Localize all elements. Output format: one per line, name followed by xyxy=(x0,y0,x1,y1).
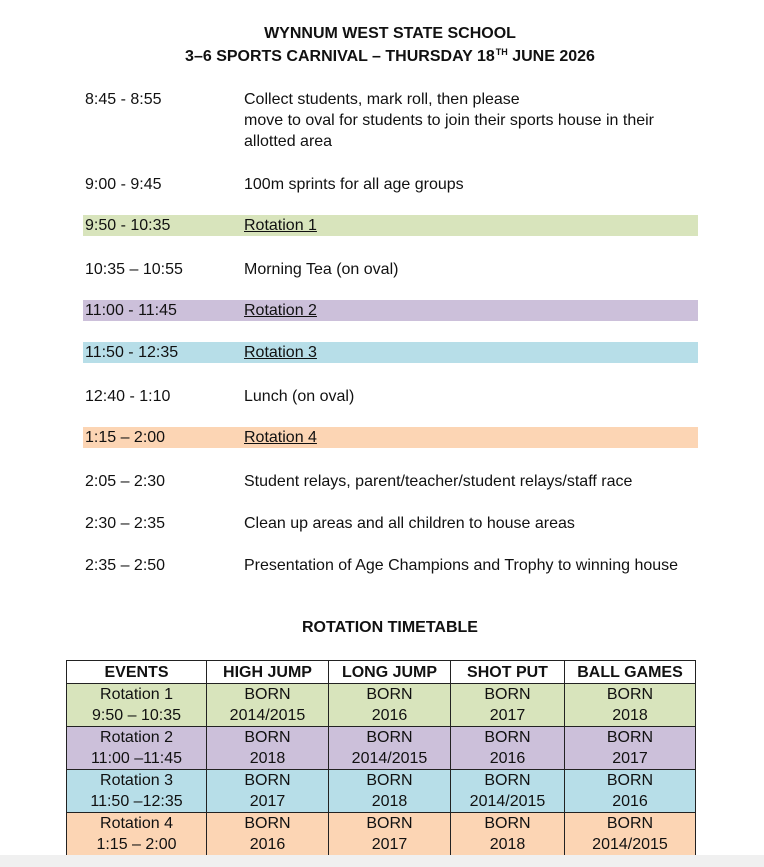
event-title xyxy=(0,47,764,66)
page-bottom-edge xyxy=(0,855,764,867)
rotation-3-link[interactable]: Rotation 3 xyxy=(244,344,317,361)
cell-line: BORN xyxy=(244,772,291,789)
cell-line: 2017 xyxy=(249,793,286,810)
cell-line: 2018 xyxy=(249,750,286,767)
cell-line: 2016 xyxy=(612,793,648,810)
table-header-cell: EVENTS xyxy=(67,661,207,684)
cell-line: 2014/2015 xyxy=(592,836,668,853)
cell-line: BORN xyxy=(244,815,291,832)
table-cell-event xyxy=(67,813,207,856)
cell-line: 2014/2015 xyxy=(469,793,546,810)
cell-line: 1:15 – 2:00 xyxy=(96,836,177,853)
schedule-description-line: Collect students, mark roll, then please xyxy=(244,91,520,108)
cell-line: BORN xyxy=(366,772,413,789)
schedule-row-rotation-3 xyxy=(83,342,698,363)
schedule-time: 12:40 - 1:10 xyxy=(85,388,171,405)
schedule-time: 10:35 – 10:55 xyxy=(85,261,183,278)
table-cell xyxy=(207,727,329,770)
schedule-description-line: move to oval for students to join their sports house in their allotted area xyxy=(244,112,654,150)
table-cell-event xyxy=(67,684,207,727)
cell-line: 2014/2015 xyxy=(229,707,306,724)
table-header-row xyxy=(67,661,696,684)
table-cell xyxy=(207,813,329,856)
rotation-1-link[interactable]: Rotation 1 xyxy=(244,217,317,234)
table-cell xyxy=(207,770,329,813)
table-cell xyxy=(451,684,565,727)
schedule-row-rotation-1 xyxy=(83,215,698,236)
schedule-row-rotation-2 xyxy=(83,300,698,321)
event-title-ordinal: TH xyxy=(495,47,508,57)
rotation-2-link[interactable]: Rotation 2 xyxy=(244,302,317,319)
table-header-cell: SHOT PUT xyxy=(451,661,565,684)
rotation-4-link[interactable]: Rotation 4 xyxy=(244,429,317,446)
table-cell xyxy=(451,770,565,813)
event-title-prefix: 3–6 SPORTS CARNIVAL – THURSDAY 18 xyxy=(185,48,495,65)
cell-line: 11:00 –11:45 xyxy=(90,750,183,767)
schedule-time: 9:50 - 10:35 xyxy=(85,217,171,234)
cell-line: 2017 xyxy=(612,750,648,767)
cell-line: Rotation 4 xyxy=(100,815,173,832)
event-title-suffix: JUNE 2026 xyxy=(507,48,595,65)
table-row xyxy=(67,813,696,856)
cell-line: 2018 xyxy=(371,793,408,810)
table-cell xyxy=(565,770,696,813)
schedule-description: Lunch (on oval) xyxy=(244,388,355,405)
cell-line: BORN xyxy=(606,729,654,746)
schedule-time: 11:50 - 12:35 xyxy=(85,344,179,361)
schedule-time: 11:00 - 11:45 xyxy=(85,302,177,319)
table-cell xyxy=(329,684,451,727)
table-cell xyxy=(329,770,451,813)
cell-line: 11:50 –12:35 xyxy=(90,793,183,810)
cell-line: BORN xyxy=(606,815,654,832)
table-cell xyxy=(329,813,451,856)
cell-line: 9:50 – 10:35 xyxy=(92,707,181,724)
schedule-time: 1:15 – 2:00 xyxy=(85,429,166,446)
table-cell xyxy=(451,813,565,856)
cell-line: Rotation 3 xyxy=(100,772,173,789)
schedule-time: 9:00 - 9:45 xyxy=(85,176,162,193)
cell-line: 2016 xyxy=(489,750,526,767)
cell-line: 2016 xyxy=(249,836,286,853)
table-row xyxy=(67,770,696,813)
cell-line: 2014/2015 xyxy=(351,750,428,767)
cell-line: BORN xyxy=(484,729,531,746)
schedule-time: 2:35 – 2:50 xyxy=(85,557,166,574)
schedule-description: Morning Tea (on oval) xyxy=(244,261,399,278)
cell-line: 2018 xyxy=(612,707,648,724)
cell-line: 2016 xyxy=(371,707,408,724)
cell-line: BORN xyxy=(366,815,413,832)
schedule-row-rotation-4 xyxy=(83,427,698,448)
table-cell xyxy=(565,684,696,727)
schedule-description xyxy=(244,89,697,152)
table-cell xyxy=(451,727,565,770)
table-cell xyxy=(565,813,696,856)
rotation-timetable-title: ROTATION TIMETABLE xyxy=(302,619,478,636)
schedule-description: Clean up areas and all children to house areas xyxy=(244,515,575,532)
cell-line: BORN xyxy=(484,815,531,832)
table-row xyxy=(67,727,696,770)
cell-line: 2018 xyxy=(489,836,526,853)
table-cell xyxy=(565,727,696,770)
cell-line: Rotation 2 xyxy=(100,729,173,746)
table-cell-event xyxy=(67,727,207,770)
table-header-cell: BALL GAMES xyxy=(565,661,696,684)
table-row xyxy=(67,684,696,727)
schedule-time: 8:45 - 8:55 xyxy=(85,91,162,108)
table-cell xyxy=(207,684,329,727)
cell-line: 2017 xyxy=(371,836,408,853)
table-header-cell: LONG JUMP xyxy=(329,661,451,684)
school-title: WYNNUM WEST STATE SCHOOL xyxy=(264,25,516,42)
schedule-time: 2:30 – 2:35 xyxy=(85,515,166,532)
cell-line: BORN xyxy=(484,686,531,703)
cell-line: Rotation 1 xyxy=(100,686,173,703)
schedule-description: 100m sprints for all age groups xyxy=(244,176,464,193)
table-cell xyxy=(329,727,451,770)
cell-line: BORN xyxy=(484,772,531,789)
schedule-description: Presentation of Age Champions and Trophy to winning house xyxy=(244,557,679,574)
cell-line: BORN xyxy=(606,772,654,789)
cell-line: BORN xyxy=(244,729,291,746)
cell-line: BORN xyxy=(366,686,413,703)
cell-line: BORN xyxy=(244,686,291,703)
cell-line: 2017 xyxy=(489,707,526,724)
cell-line: BORN xyxy=(606,686,654,703)
schedule-time: 2:05 – 2:30 xyxy=(85,473,166,490)
schedule-description: Student relays, parent/teacher/student relays/staff race xyxy=(244,473,633,490)
table-header-cell: HIGH JUMP xyxy=(207,661,329,684)
cell-line: BORN xyxy=(366,729,413,746)
table-cell-event xyxy=(67,770,207,813)
rotation-timetable xyxy=(66,660,696,856)
